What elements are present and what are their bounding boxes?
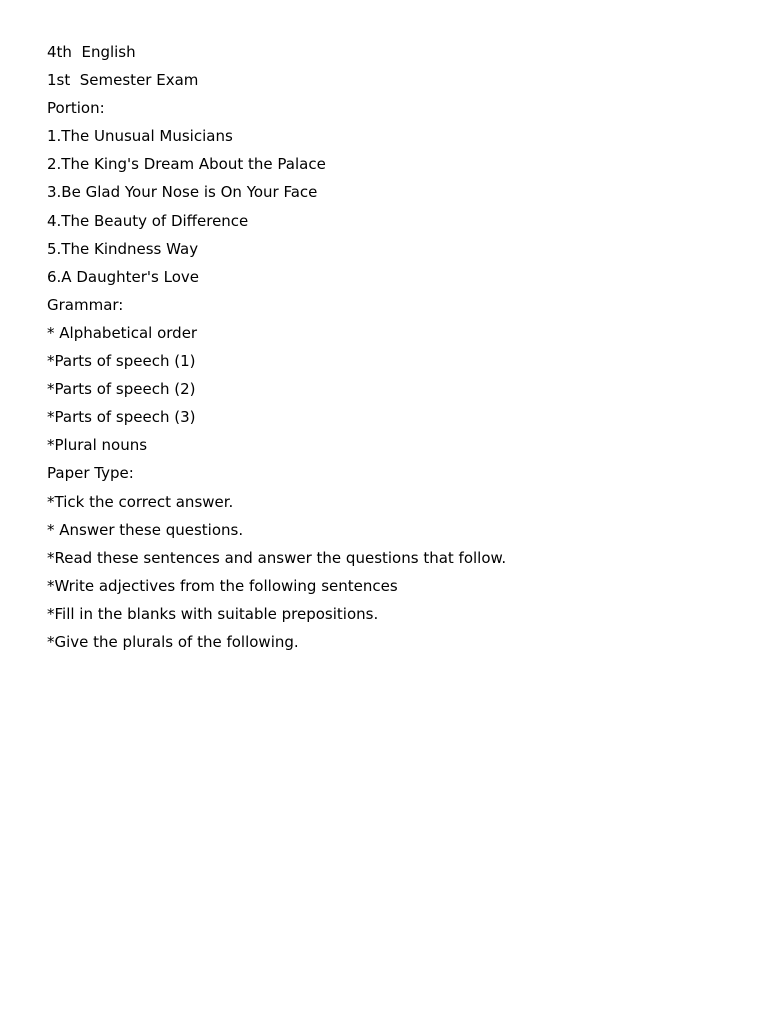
grammar-item: * Alphabetical order — [47, 323, 198, 342]
portion-label: Portion: — [47, 99, 105, 118]
grammar-item: *Plural nouns — [47, 436, 148, 455]
grammar-label: Grammar: — [47, 295, 124, 314]
portion-item: 3.Be Glad Your Nose is On Your Face — [47, 183, 318, 202]
paper-type-item: *Tick the correct answer. — [47, 492, 234, 511]
document-heading: 4th English — [47, 43, 136, 61]
paper-type-item: * Answer these questions. — [47, 520, 244, 539]
portion-item: 4.The Beauty of Difference — [47, 211, 249, 230]
paper-type-item: *Write adjectives from the following sentences — [47, 576, 398, 595]
portion-item: 6.A Daughter's Love — [47, 267, 199, 286]
portion-item: 2.The King's Dream About the Palace — [47, 155, 326, 174]
paper-type-item: *Read these sentences and answer the questions that follow. — [47, 548, 507, 567]
grammar-item: *Parts of speech (2) — [47, 380, 196, 399]
document-page — [47, 41, 748, 659]
portion-item: 1.The Unusual Musicians — [47, 127, 233, 146]
document-subheading: 1st Semester Exam — [47, 71, 199, 90]
paper-type-item: *Give the plurals of the following. — [47, 632, 299, 651]
paper-type-item: *Fill in the blanks with suitable prepositions. — [47, 604, 379, 623]
portion-item: 5.The Kindness Way — [47, 239, 199, 258]
grammar-item: *Parts of speech (1) — [47, 352, 196, 371]
grammar-item: *Parts of speech (3) — [47, 408, 196, 427]
paper-type-label: Paper Type: — [47, 464, 134, 483]
